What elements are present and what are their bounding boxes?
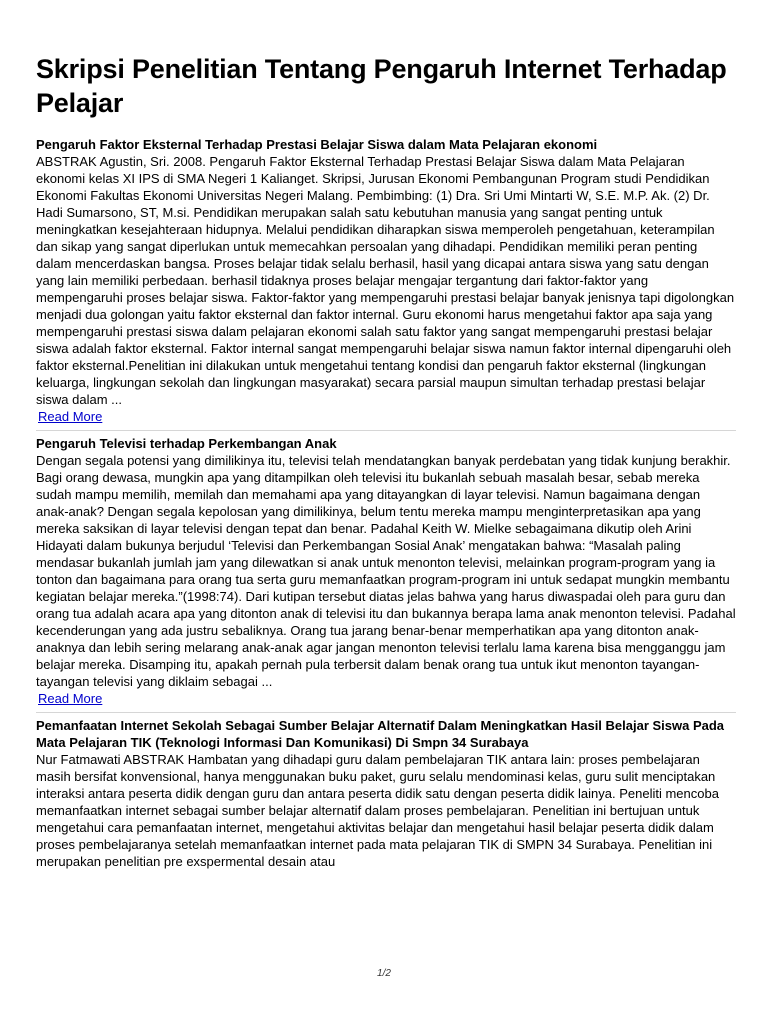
page-title: Skripsi Penelitian Tentang Pengaruh Internet Terhadap Pelajar [36,54,727,118]
read-more-link[interactable]: Read More [38,409,103,424]
page-indicator: 1/2 [377,968,391,979]
article-item [36,136,736,430]
read-more-link[interactable]: Read More [38,691,103,706]
article-body: ABSTRAK Agustin, Sri. 2008. Pengaruh Faktor Eksternal Terhadap Prestasi Belajar Siswa dalam Mata Pelajaran ekonomi kelas XI IPS di SMA Negeri 1 Kalianget. Skripsi, Jurusan Ekonomi Pembangunan Program studi Pendidikan Ekonomi Fakultas Ekonomi Universitas Negeri Malang. Pembimbing: (1) Dra. Sri Umi Mintarti W, S.E. M.P. Ak. (2) Dr. Hadi Sumarsono, ST, M.si. Pendidikan merupakan salah satu kebutuhan manusia yang sangat penting untuk meningkatkan kesejahteraan hidupnya. Melalui pendidikan diharapkan siswa memperoleh pengetahuan, keterampilan dan sikap yang sangat diperlukan untuk memecahkan persoalan yang dihadapi. Pendidikan memiliki peran penting dalam mencerdaskan bangsa. Proses belajar tidak selalu berhasil, hasil yang dicapai antara siswa yang satu dengan yang lain memiliki perbedaan. berhasil tidaknya proses belajar mengajar tergantung dari faktor-faktor yang mempengaruhi proses belajar siswa. Faktor-faktor yang mempengaruhi prestasi belajar banyak jenisnya tapi digolongkan menjadi dua golongan yaitu faktor eksternal dan faktor internal. Guru ekonomi harus mengetahui faktor apa saja yang mempengaruhi prestasi siswa dalam pelajaran ekonomi salah satu faktor yang sangat mempengaruhi prestasi belajar siswa adalah faktor eksternal. Faktor internal sangat mempengaruhi belajar siswa namun faktor internal dipengaruhi oleh faktor eksternal.Penelitian ini dilakukan untuk mengetahui tentang kondisi dan pengaruh faktor eksternal (lingkungan keluarga, lingkungan sekolah dan lingkungan masyarakat) secara parsial maupun simultan terhadap prestasi belajar siswa dalam ... [36,154,735,407]
article-item [36,712,736,874]
article-body: Dengan segala potensi yang dimilikinya itu, televisi telah mendatangkan banyak perdebatan yang tidak kunjung berakhir. Bagi orang dewasa, mungkin apa yang ditampilkan oleh televisi itu bukanlah sebuah masalah besar, sebab mereka sudah mampu memilih, memilah dan memahami apa yang ditayangkan di layar televisi. Namun bagaimana dengan anak-anak? Dengan segala kepolosan yang dimilikinya, belum tentu mereka mampu menginterpretasikan apa yang mereka saksikan di layar televisi dengan tepat dan benar. Padahal Keith W. Mielke sebagaimana dikutip oleh Arini Hidayati dalam bukunya berjudul ‘Televisi dan Perkembangan Sosial Anak’ mengatakan bahwa: “Masalah paling mendasar bukanlah jumlah jam yang dilewatkan si anak untuk menonton televisi, melainkan program-program yang ia tonton dan bagaimana para orang tua serta guru memanfaatkan program-program ini untuk sedapat mungkin membantu kegiatan belajar mereka.”(1998:74). Dari kutipan tersebut diatas jelas bahwa yang harus diwaspadai oleh para guru dan orang tua adalah acara apa yang ditonton anak di televisi itu dan bukannya berapa lama anak menonton televisi. Padahal kecenderungan yang ada justru sebaliknya. Orang tua jarang benar-benar memperhatikan apa yang ditonton anak-anaknya dan lebih sering melarang anak-anak agar jangan menonton televisi terlalu lama karena bisa mengganggu jam belajar mereka. Disamping itu, apakah pernah pula terbersit dalam benak orang tua untuk ikut menonton tayangan-tayangan televisi yang diklaim sebagai ... [36,453,736,689]
document-page [36,52,736,874]
article-title: Pengaruh Faktor Eksternal Terhadap Prestasi Belajar Siswa dalam Mata Pelajaran ekonomi [36,137,598,152]
article-title: Pemanfaatan Internet Sekolah Sebagai Sumber Belajar Alternatif Dalam Meningkatkan Hasil Belajar Siswa Pada Mata Pelajaran TIK (Teknologi Informasi Dan Komunikasi) Di Smpn 34 Surabaya [36,718,725,750]
article-item [36,430,736,712]
article-title: Pengaruh Televisi terhadap Perkembangan Anak [36,436,337,451]
article-body: Nur Fatmawati ABSTRAK Hambatan yang dihadapi guru dalam pembelajaran TIK antara lain: proses pembelajaran masih bersifat konvensional, hanya menggunakan buku paket, guru selalu mendominasi kelas, guru sulit menciptakan interaksi antara peserta didik dengan guru dan antara peserta didik satu dengan peserta didik lainya. Peneliti mencoba memanfaatkan internet sebagai sumber belajar alternatif dalam proses pembelajaran. Penelitian ini bertujuan untuk mengetahui cara pemanfaatan internet, mengetahui aktivitas belajar dan mengetahui hasil belajar peserta didik dalam proses pembelajaranya setelah memanfaatkan internet pada mata pelajaran TIK di SMPN 34 Surabaya. Penelitian ini merupakan penelitian pre exspermental desain atau [36,752,719,869]
